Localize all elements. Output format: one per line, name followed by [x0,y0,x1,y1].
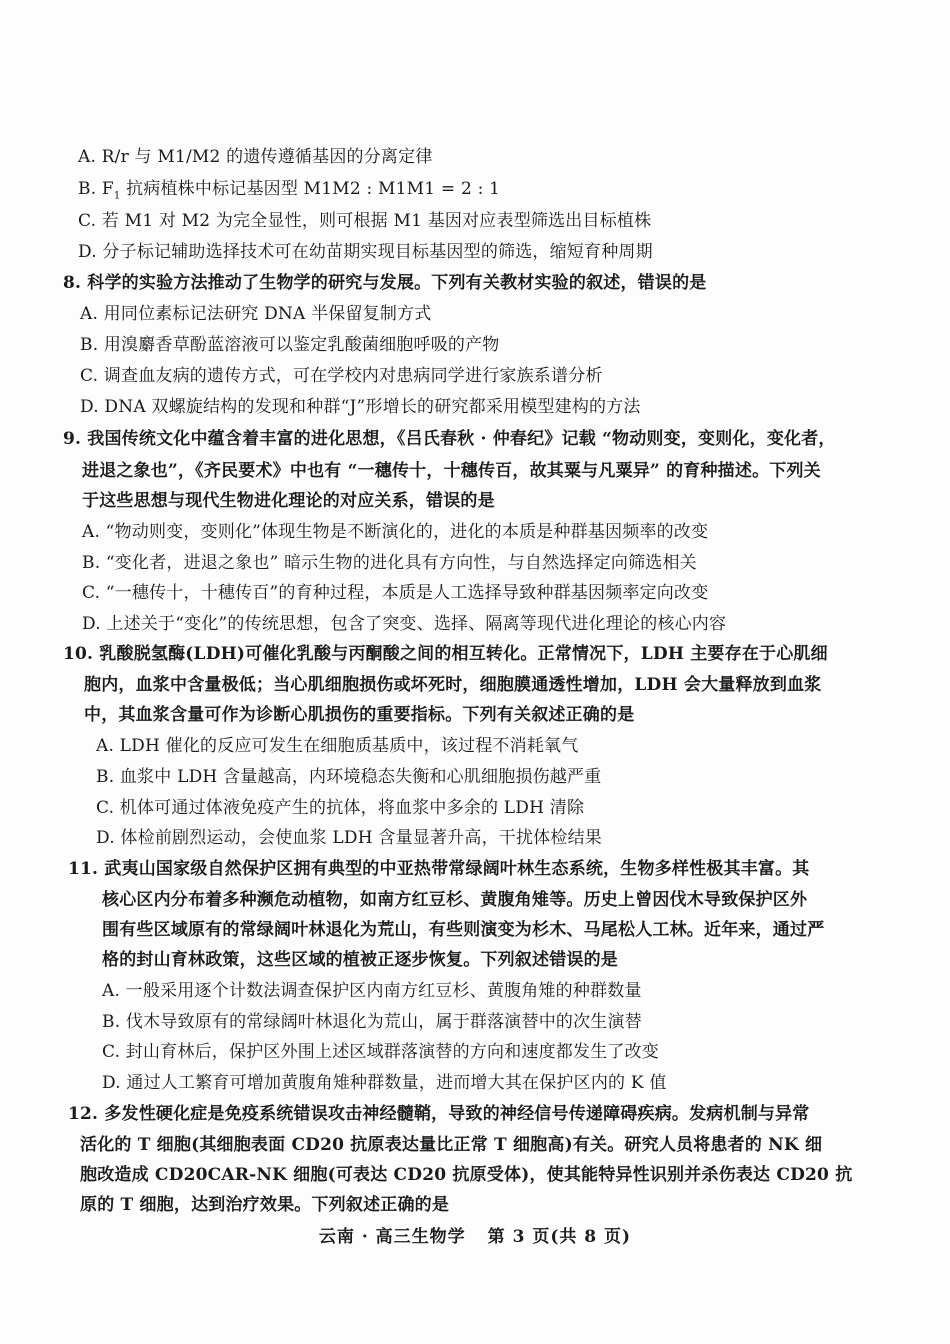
q11-stem-line-2: 核心区内分布着多种濒危动植物，如南方红豆杉、黄腹角雉等。历史上曾因伐木导致保护区外 [102,890,808,910]
q11-option-c: C. 封山育林后，保护区外围上述区域群落演替的方向和速度都发生了改变 [102,1042,660,1062]
page-footer [0,1222,950,1247]
q12-stem-line-3: 胞改造成 CD20CAR-NK 细胞(可表达 CD20 抗原受体)，使其能特异性识别并杀伤表达 CD20 抗 [80,1165,853,1185]
q11-option-a: A. 一般采用逐个计数法调查保护区内南方红豆杉、黄腹角雉的种群数量 [102,981,642,1001]
q9-stem-line-2: 进退之象也”，《齐民要术》中也有 “一穗传十，十穗传百，故其粟与凡粟异” 的育种描述。下列关 [82,461,821,481]
q10-option-c: C. 机体可通过体液免疫产生的抗体，将血浆中多余的 LDH 清除 [96,798,585,818]
q8-option-a: A. 用同位素标记法研究 DNA 半保留复制方式 [80,304,432,324]
q8-stem: 8. 科学的实验方法推动了生物学的研究与发展。下列有关教材实验的叙述，错误的是 [63,273,707,293]
q9-option-a: A. “物动则变，变则化”体现生物是不断演化的，进化的本质是种群基因频率的改变 [82,522,709,542]
q8-option-c: C. 调查血友病的遗传方式，可在学校内对患病同学进行家族系谱分析 [80,366,603,386]
q7-option-b-text: 抗病植株中标记基因型 M1M2 : M1M1 = 2 : 1 [120,179,501,199]
q7-option-b-prefix: B. F [78,179,114,199]
q11-stem-line-3: 围有些区域原有的常绿阔叶林退化为荒山，有些则演变为杉木、马尾松人工林。近年来，通过严 [102,920,825,940]
q7-option-d: D. 分子标记辅助选择技术可在幼苗期实现目标基因型的筛选，缩短育种周期 [78,242,653,262]
q12-stem-line-4: 原的 T 细胞，达到治疗效果。下列叙述正确的是 [80,1195,450,1215]
q7-option-a: A. R/r 与 M1/M2 的遗传遵循基因的分离定律 [78,147,433,167]
q12-stem-line-1: 12. 多发性硬化症是免疫系统错误攻击神经髓鞘，导致的神经信号传递障碍疾病。发病机制与异常 [68,1104,810,1124]
q7-option-c: C. 若 M1 对 M2 为完全显性，则可根据 M1 基因对应表型筛选出目标植株 [78,211,652,231]
q8-option-b: B. 用溴麝香草酚蓝溶液可以鉴定乳酸菌细胞呼吸的产物 [80,335,500,355]
q10-stem-line-2: 胞内，血浆中含量极低；当心肌细胞损伤或坏死时，细胞膜通透性增加，LDH 会大量释放到血浆 [84,675,822,695]
q9-stem-line-1: 9. 我国传统文化中蕴含着丰富的进化思想，《吕氏春秋 · 仲春纪》记载 “物动则变，变则化，变化者， [63,429,836,449]
footer-page-number: 第 3 页(共 8 页) [487,1227,632,1247]
q11-option-b: B. 伐木导致原有的常绿阔叶林退化为荒山，属于群落演替中的次生演替 [102,1012,642,1032]
q8-option-d: D. DNA 双螺旋结构的发现和种群“J”形增长的研究都采用模型建构的方法 [80,397,641,417]
q11-option-d: D. 通过人工繁育可增加黄腹角雉种群数量，进而增大其在保护区内的 K 值 [102,1073,667,1093]
q12-stem-line-2: 活化的 T 细胞(其细胞表面 CD20 抗原表达量比正常 T 细胞高)有关。研究人员将患者的 NK 细 [80,1135,823,1155]
q9-option-b: B. “变化者，进退之象也” 暗示生物的进化具有方向性，与自然选择定向筛选相关 [82,553,697,573]
q7-option-b [78,178,500,207]
q10-option-a: A. LDH 催化的反应可发生在细胞质基质中，该过程不消耗氧气 [96,736,579,756]
q11-stem-line-4: 格的封山育林政策，这些区域的植被正逐步恢复。下列叙述错误的是 [102,950,618,970]
q9-option-c: C. “一穗传十，十穗传百”的育种过程，本质是人工选择导致种群基因频率定向改变 [82,583,709,603]
q9-option-d: D. 上述关于“变化”的传统思想，包含了突变、选择、隔离等现代进化理论的核心内容 [82,614,727,634]
q9-stem-line-3: 于这些思想与现代生物进化理论的对应关系，错误的是 [82,491,495,511]
q10-stem-line-3: 中，其血浆含量可作为诊断心肌损伤的重要指标。下列有关叙述正确的是 [84,705,635,725]
q10-option-d: D. 体检前剧烈运动，会使血浆 LDH 含量显著升高，干扰体检结果 [96,828,602,848]
footer-exam-title: 云南 · 高三生物学 [318,1227,466,1247]
q10-stem-line-1: 10. 乳酸脱氢酶(LDH)可催化乳酸与丙酮酸之间的相互转化。正常情况下，LDH 主要存在于心肌细 [63,644,828,664]
q10-option-b: B. 血浆中 LDH 含量越高，内环境稳态失衡和心肌细胞损伤越严重 [96,767,602,787]
q11-stem-line-1: 11. 武夷山国家级自然保护区拥有典型的中亚热带常绿阔叶林生态系统，生物多样性极其丰富。其 [68,859,810,879]
q7-option-b-subscript: 1 [113,190,121,202]
